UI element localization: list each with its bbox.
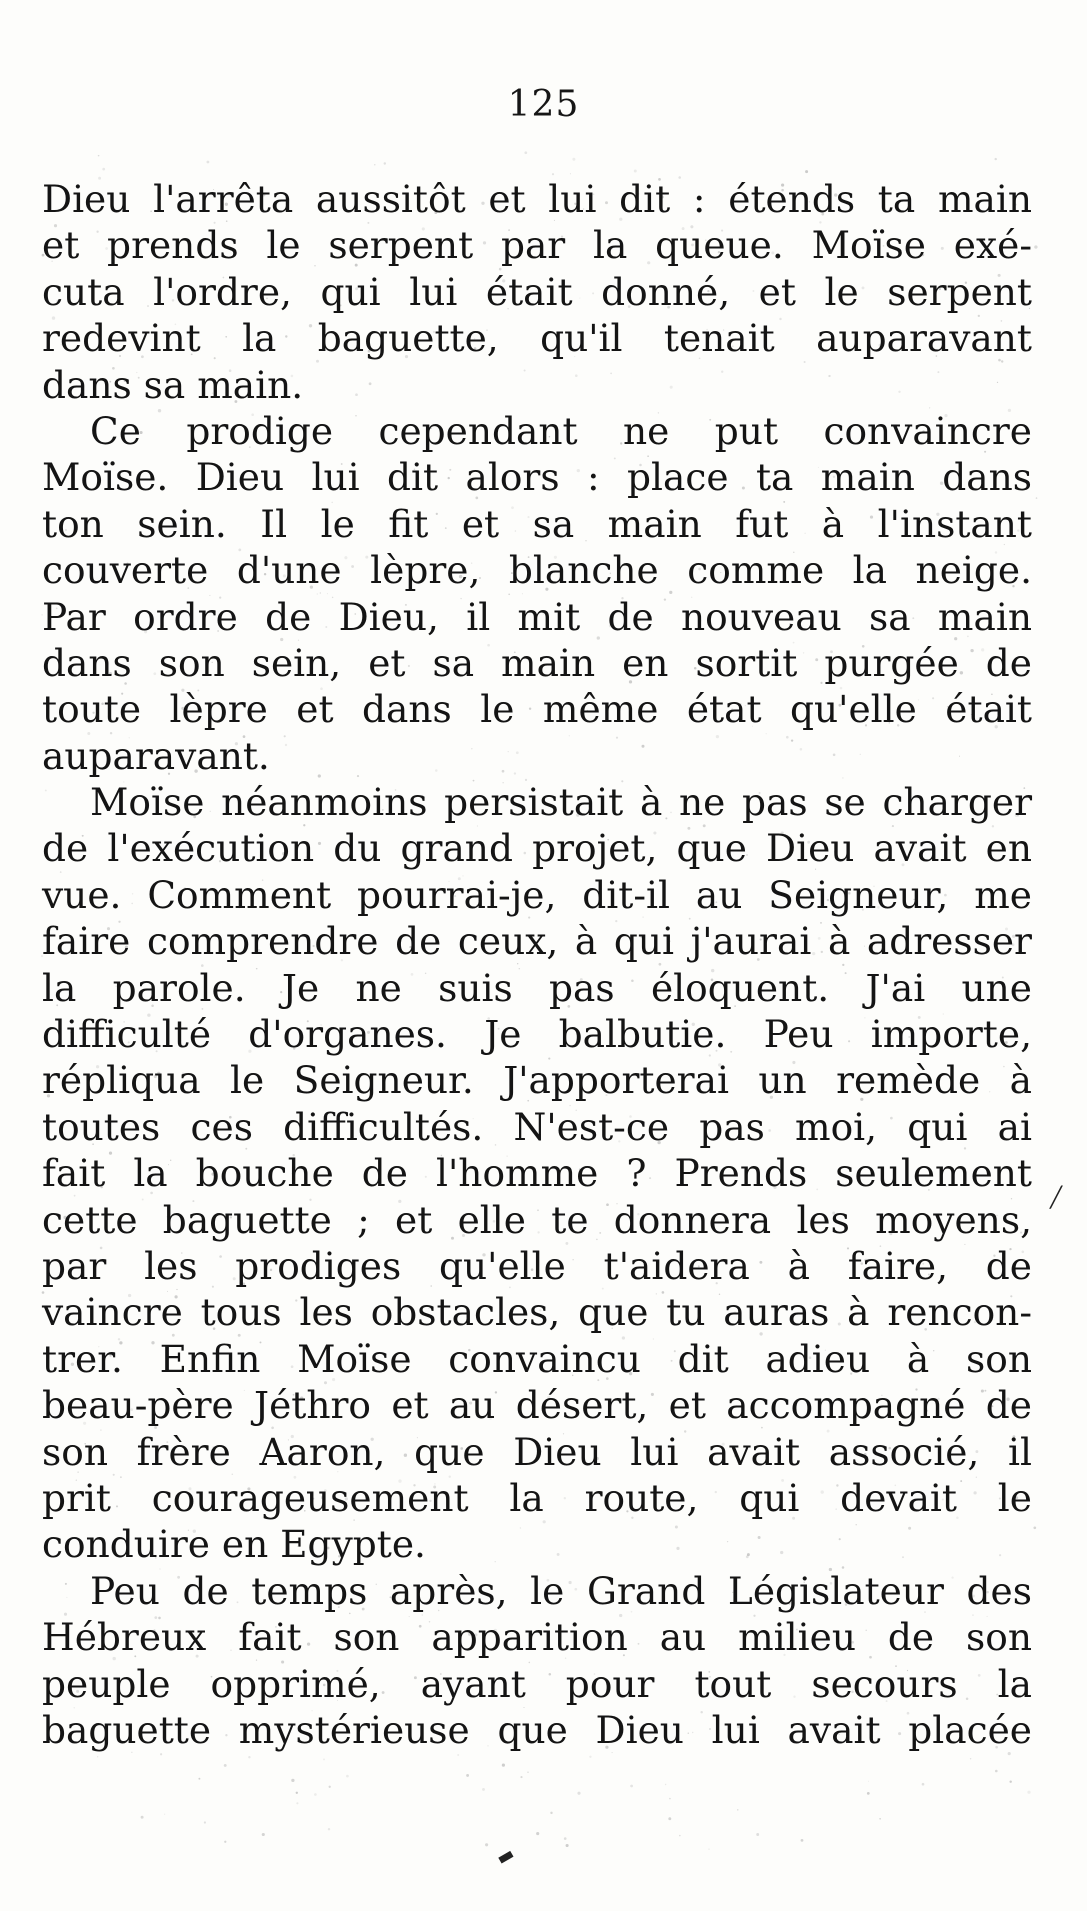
speckle-dot (502, 1764, 505, 1767)
speckle-dot (1036, 497, 1038, 499)
text-line: Hébreux fait son apparition au milieu de son (42, 1615, 1032, 1660)
speckle-dot (708, 1849, 709, 1850)
text-line: prit courageusement la route, qui devait le (42, 1475, 1032, 1520)
text-line: conduire en Egypte. (42, 1522, 426, 1567)
text-line: la parole. Je ne suis pas éloquent. J'ai une (42, 965, 1032, 1010)
speckle-dot (679, 1835, 681, 1837)
text-line: baguette mystérieuse que Dieu lui avait placée (42, 1707, 1032, 1752)
speckle-dot (669, 1798, 671, 1800)
paragraph-start-line: Peu de temps après, le Grand Législateur des (90, 1568, 1032, 1613)
speckle-dot (737, 1809, 738, 1810)
page-number: 125 (507, 84, 580, 125)
text-line: vue. Comment pourrai-je, dit-il au Seigneur, me (42, 872, 1032, 917)
speckle-dot (314, 1793, 317, 1796)
text-line: beau-père Jéthro et au désert, et accompagné de (42, 1383, 1032, 1428)
text-line: répliqua le Seigneur. J'apporterai un remède à (42, 1058, 1032, 1103)
text-line: difficulté d'organes. Je balbutie. Peu importe, (42, 1012, 1032, 1057)
speckle-dot (564, 1837, 567, 1840)
speckle-dot (296, 1792, 298, 1794)
text-line: cuta l'ordre, qui lui était donné, et le serpent (42, 269, 1032, 314)
speckle-dot (346, 1775, 349, 1778)
text-line: fait la bouche de l'homme ? Prends seulement (42, 1151, 1032, 1196)
speckle-dot (291, 1779, 294, 1782)
speckle-dot (102, 168, 105, 171)
speckle-dot (160, 1753, 162, 1755)
speckle-dot (224, 1841, 226, 1843)
text-line: son frère Aaron, que Dieu lui avait associé, il (42, 1429, 1032, 1474)
speckle-dot (485, 1843, 488, 1846)
text-line: auparavant. (42, 733, 270, 778)
speckle-dot (141, 1816, 144, 1819)
speckle-dot (577, 1792, 580, 1795)
speckle-dot (457, 1754, 459, 1756)
speckle-dot (867, 1792, 870, 1795)
text-line: ton sein. Il le fit et sa main fut à l'instant (42, 501, 1032, 546)
speckle-dot (527, 1771, 528, 1772)
speckle-dot (589, 1756, 591, 1758)
text-line: de l'exécution du grand projet, que Dieu avait en (42, 826, 1032, 871)
text-line: toute lèpre et dans le même état qu'elle était (42, 687, 1032, 732)
speckle-dot (756, 1833, 759, 1836)
speckle-dot (630, 1785, 633, 1788)
speckle-dot (801, 1839, 804, 1842)
speckle-dot (524, 151, 527, 154)
speckle-dot (374, 164, 375, 165)
speckle-dot (204, 1821, 206, 1823)
text-line: dans son sein, et sa main en sortit purgée de (42, 640, 1032, 685)
text-line: par les prodiges qu'elle t'aidera à faire, de (42, 1243, 1032, 1288)
paragraph-start-line: Moïse néanmoins persistait à ne pas se charger (90, 780, 1032, 825)
speckle-dot (1009, 1780, 1011, 1782)
text-line: Par ordre de Dieu, il mit de nouveau sa main (42, 594, 1032, 639)
text-line: toutes ces difficultés. N'est-ce pas moi, qui ai (42, 1104, 1032, 1149)
paragraph-start-line: Ce prodige cependant ne put convaincre (90, 408, 1032, 453)
text-line: cette baguette ; et elle te donnera les moyens, (42, 1197, 1032, 1242)
speckle-dot (995, 1770, 998, 1773)
speckle-dot (805, 170, 808, 173)
speckle-dot (552, 173, 554, 175)
speckle-dot (323, 1758, 325, 1760)
speckle-dot (198, 1778, 200, 1780)
speckle-dot (207, 161, 210, 164)
text-line: redevint la baguette, qu'il tenait auparavant (42, 316, 1032, 361)
body-text (42, 176, 1032, 1753)
text-line: trer. Enfin Moïse convaincu dit adieu à son (42, 1336, 1032, 1381)
speckle-dot (536, 1832, 539, 1835)
speckle-dot (224, 1764, 227, 1767)
speckle-dot (384, 162, 386, 164)
speckle-dot (566, 1844, 569, 1847)
speckle-dot (329, 1786, 331, 1788)
speckle-dot (328, 1828, 330, 1830)
speckle-dot (1033, 1526, 1036, 1529)
text-line: couverte d'une lèpre, blanche comme la neige. (42, 548, 1032, 593)
speckle-dot (668, 1817, 671, 1820)
speckle-dot (868, 1781, 869, 1782)
ink-stray-mark: ╱ (1050, 1185, 1063, 1209)
text-line: Dieu l'arrêta aussitôt et lui dit : étends ta main (42, 177, 1032, 221)
speckle-dot (995, 158, 997, 160)
text-line: peuple opprimé, ayant pour tout secours la (42, 1661, 1032, 1706)
speckle-dot (879, 1818, 881, 1820)
speckle-dot (98, 155, 100, 157)
speckle-dot (1034, 245, 1037, 248)
speckle-dot (97, 1756, 98, 1757)
speckle-dot (296, 1802, 298, 1804)
speckle-dot (1027, 1791, 1030, 1794)
speckle-dot (550, 1812, 552, 1814)
speckle-dot (164, 1814, 165, 1815)
speckle-dot (248, 1756, 250, 1758)
text-line: vaincre tous les obstacles, que tu auras à rencon- (42, 1290, 1032, 1335)
speckle-dot (634, 170, 637, 173)
speckle-dot (520, 1776, 522, 1778)
speckle-dot (665, 1784, 666, 1785)
text-line: et prends le serpent par la queue. Moïse exé- (42, 223, 1032, 268)
text-line: dans sa main. (42, 362, 304, 407)
speckle-dot (970, 1758, 971, 1759)
speckle-dot (922, 1783, 925, 1786)
speckle-dot (570, 173, 571, 174)
ink-stray-mark: ▬ (492, 1843, 519, 1870)
speckle-dot (572, 158, 575, 161)
text-line: Moïse. Dieu lui dit alors : place ta main dans (42, 455, 1032, 500)
speckle-dot (262, 1833, 265, 1836)
speckle-dot (466, 1774, 469, 1777)
text-line: faire comprendre de ceux, à qui j'aurai à adresser (42, 919, 1032, 964)
speckle-dot (482, 1788, 485, 1791)
